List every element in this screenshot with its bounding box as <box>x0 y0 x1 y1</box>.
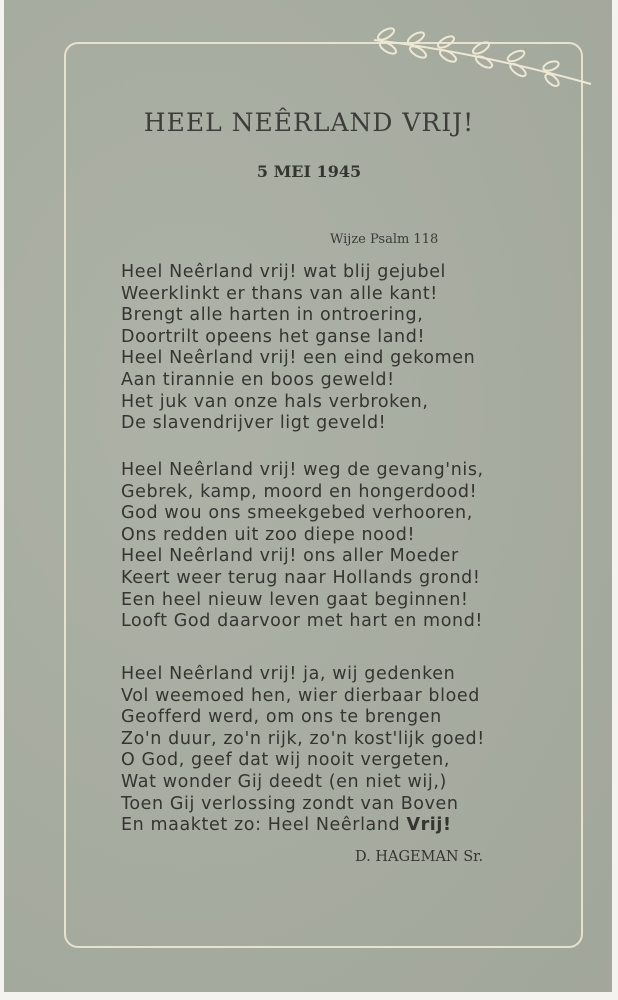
poem-date: 5 MEI 1945 <box>256 162 362 181</box>
poem-line: Heel Neêrland vrij! ja, wij gedenken <box>121 664 456 684</box>
poem-line: Heel Neêrland vrij! ons aller Moeder <box>121 546 459 567</box>
poem-line: Het juk van onze hals verbroken, <box>121 391 429 412</box>
stanza-1 <box>121 262 511 435</box>
poem-line: Toen Gij verlossing zondt van Boven <box>121 793 459 814</box>
poem-line: Doortrilt opeens het ganse land! <box>121 326 426 347</box>
poem-line: Brengt alle harten in ontroering, <box>121 305 424 326</box>
poem-line: O God, geef dat wij nooit vergeten, <box>121 750 451 771</box>
poem-line: Weerklinkt er thans van alle kant! <box>121 283 438 304</box>
poem-line: Vol weemoed hen, wier dierbaar bloed <box>121 685 480 706</box>
poem-line: God wou ons smeekgebed verhooren, <box>121 503 473 524</box>
poem-line: Looft God daarvoor met hart en mond! <box>121 611 484 632</box>
poem-title: HEEL NEÊRLAND VRIJ! <box>143 108 475 137</box>
final-line-text: En maaktet zo: Heel Neêrland <box>121 815 407 836</box>
stanza-3 <box>121 664 511 837</box>
poem-line: Een heel nieuw leven gaat beginnen! <box>121 589 469 610</box>
poem-line: Heel Neêrland vrij! weg de gevang'nis, <box>121 460 484 480</box>
author-signature: D. HAGEMAN Sr. <box>355 849 484 865</box>
poem-line: Heel Neêrland vrij! wat blij gejubel <box>121 262 447 282</box>
poem-line-final <box>121 815 511 837</box>
poem-line: Ons redden uit zoo diepe nood! <box>121 524 416 545</box>
laurel-branch-icon <box>366 22 601 92</box>
final-line-bold: Vrij! <box>406 815 452 836</box>
tune-reference: Wijze Psalm 118 <box>330 232 439 247</box>
poem-line: Gebrek, kamp, moord en hongerdood! <box>121 481 478 502</box>
poem-line: Heel Neêrland vrij! een eind gekomen <box>121 348 476 369</box>
poem-line: Keert weer terug naar Hollands grond! <box>121 567 481 588</box>
poem-line: Wat wonder Gij deedt (en niet wij,) <box>121 771 447 792</box>
poem-line: Aan tirannie en boos geweld! <box>121 369 395 390</box>
poem-line: De slavendrijver ligt geveld! <box>121 413 387 434</box>
poem-line: Geofferd werd, om ons te brengen <box>121 707 442 728</box>
poem-line: Zo'n duur, zo'n rijk, zo'n kost'lijk goed! <box>121 728 485 749</box>
stanza-2 <box>121 460 511 633</box>
